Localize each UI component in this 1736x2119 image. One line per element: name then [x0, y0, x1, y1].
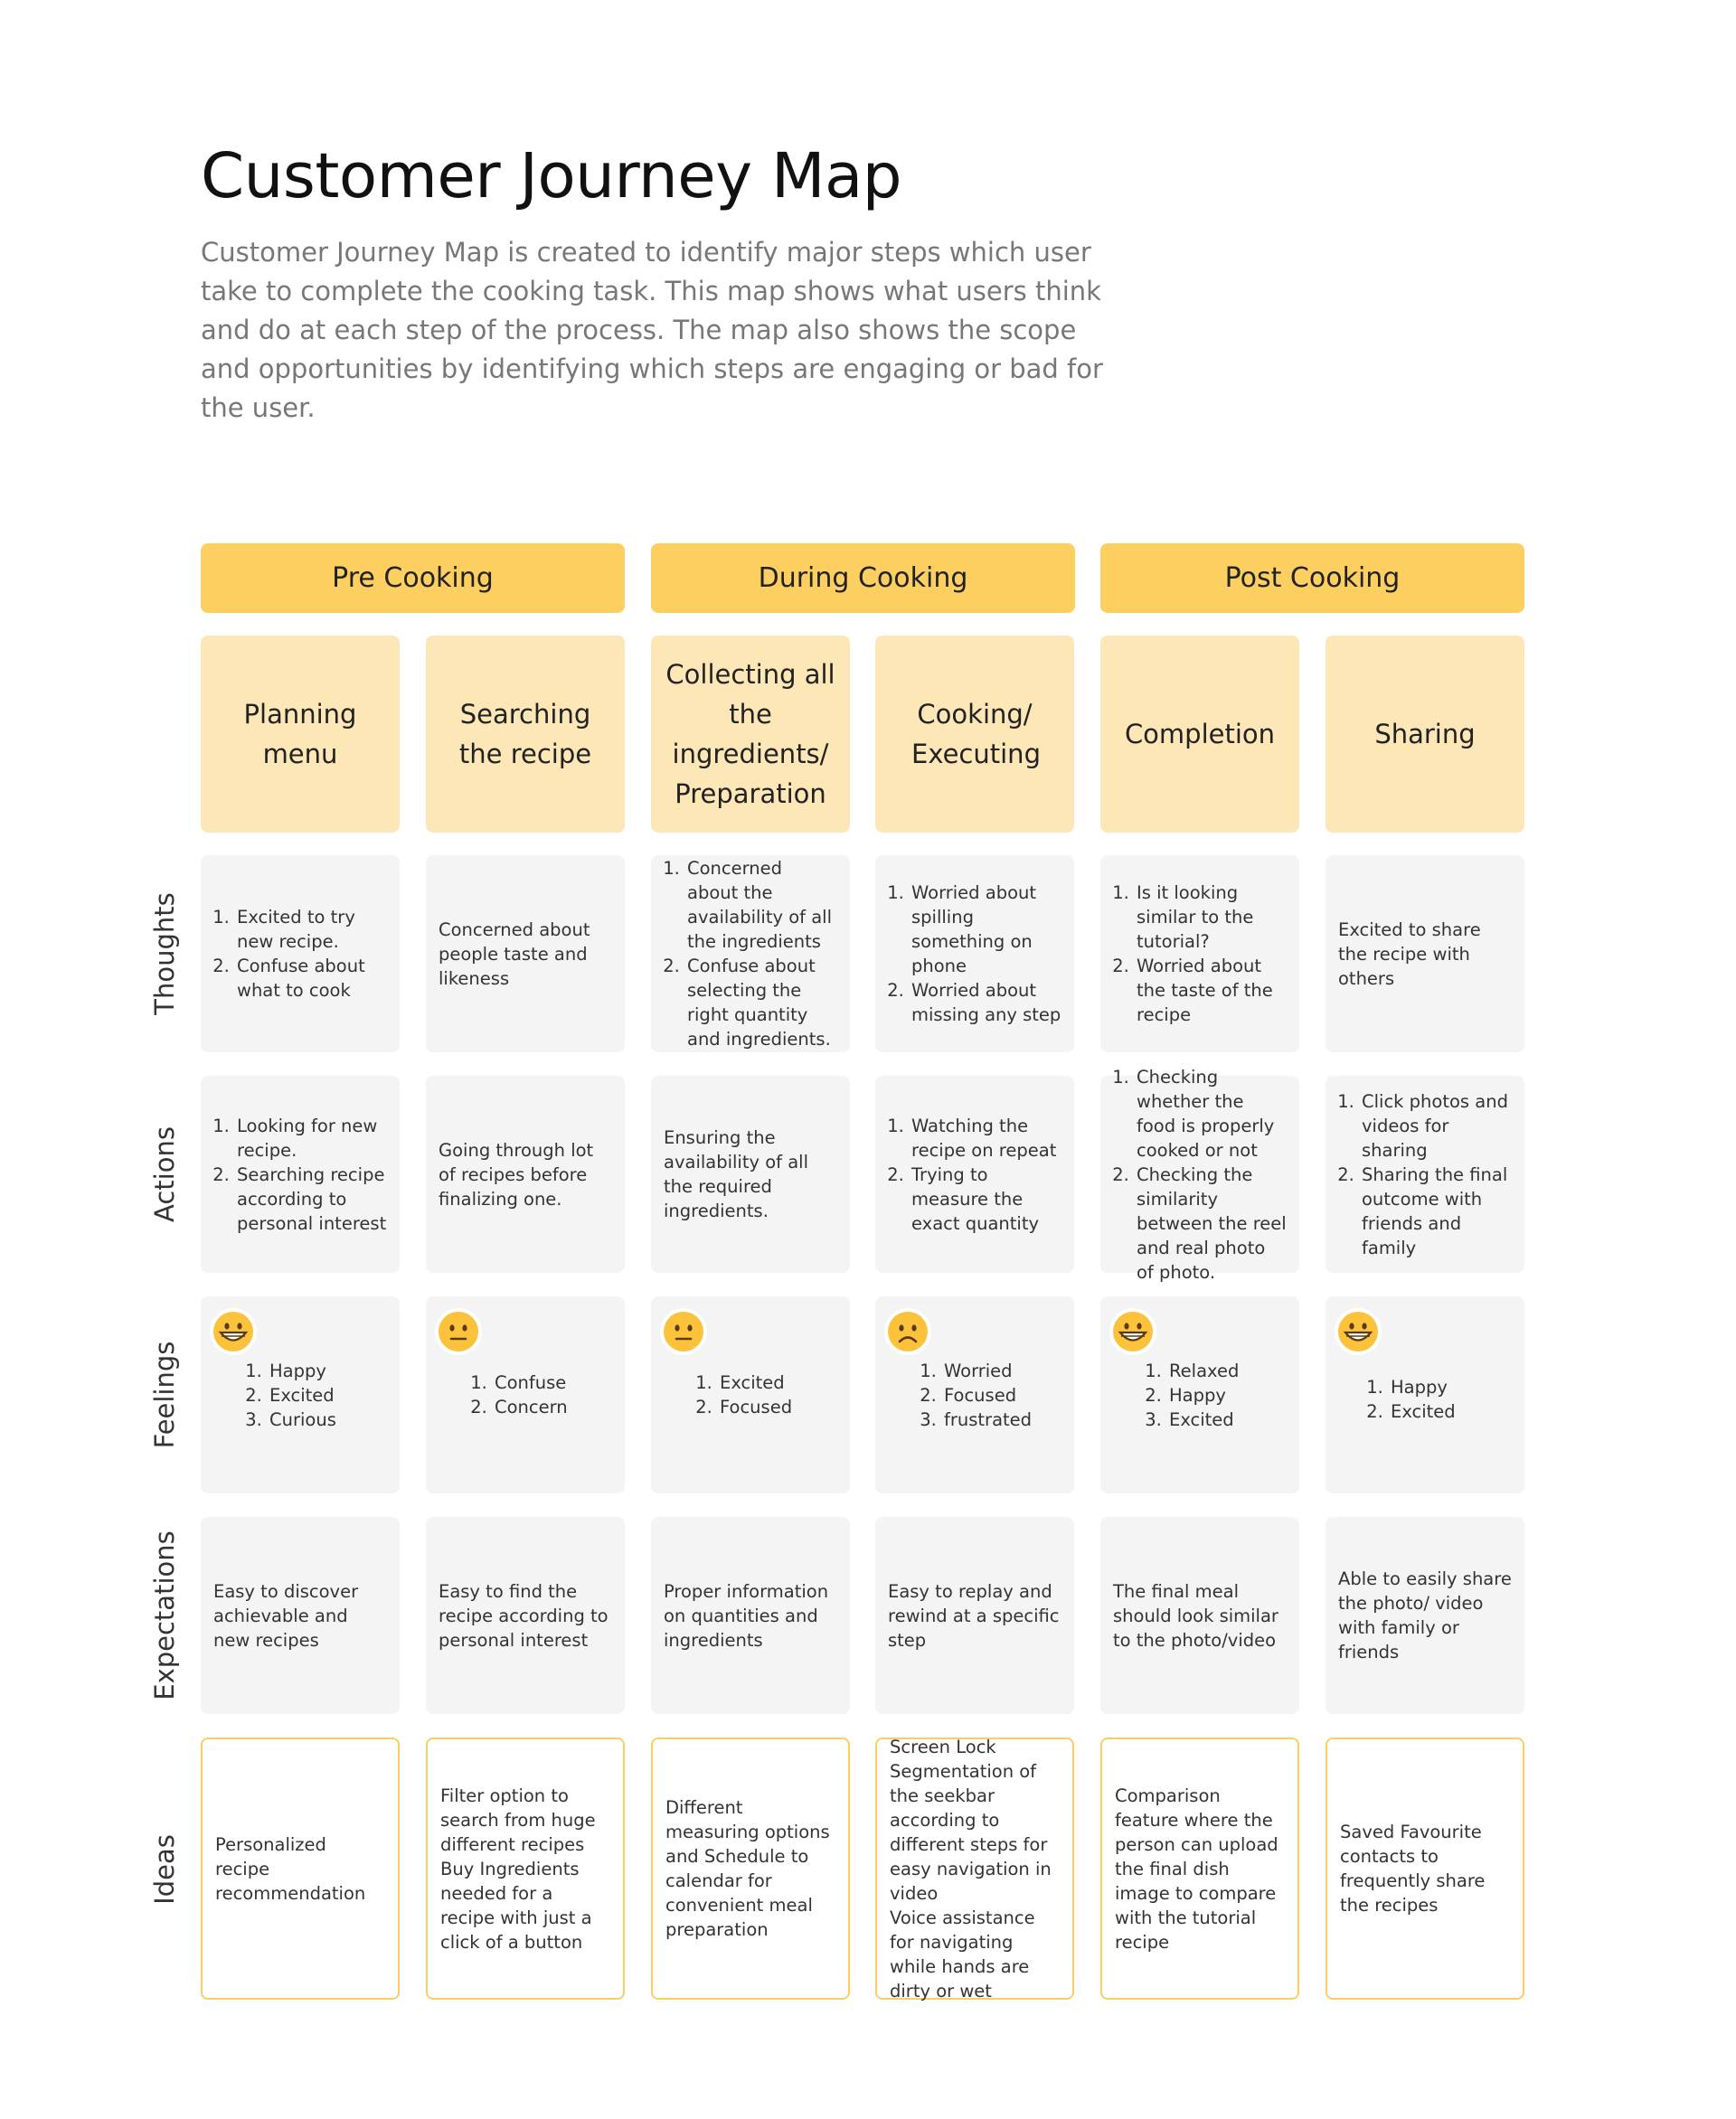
row-label-text: Feelings	[149, 1341, 180, 1449]
expectations-text: Proper information on quantities and ingredients	[664, 1580, 829, 1651]
cell-list	[471, 1370, 568, 1419]
expectations-cell	[426, 1517, 625, 1714]
actions-cell	[651, 1076, 850, 1273]
list-item: 1. Watching the recipe on repeat	[910, 1114, 1061, 1163]
cell-list	[213, 1114, 387, 1236]
list-item: 1. Excited	[718, 1370, 792, 1395]
actions-cell	[426, 1076, 625, 1273]
stage-collecting-ingredients	[651, 636, 850, 833]
list-item: 2. Excited	[268, 1383, 336, 1408]
ideas-cell	[1100, 1738, 1299, 2000]
stage-label: Completion	[1124, 719, 1276, 749]
cell-list	[1367, 1375, 1456, 1424]
row-label-text: Actions	[149, 1126, 180, 1222]
feelings-list-wrap	[439, 1370, 568, 1419]
stage-sharing	[1326, 636, 1524, 833]
list-item: 2. Sharing the final outcome with friends and family	[1360, 1163, 1512, 1260]
ideas-text: Personalized recipe recommendation	[215, 1833, 366, 1904]
phase-pre-cooking: Pre Cooking	[201, 543, 625, 613]
list-item: 1. Confuse	[493, 1370, 568, 1395]
list-item: 1. Concerned about the availability of all the ingredients	[685, 856, 837, 954]
list-item: 2. Excited	[1389, 1399, 1456, 1424]
thoughts-cell	[1100, 855, 1299, 1052]
neutral-face-icon	[660, 1308, 707, 1355]
thoughts-cell	[1326, 855, 1524, 1052]
stage-cooking-executing	[875, 636, 1074, 833]
feelings-list-wrap	[1113, 1359, 1239, 1432]
cell-list	[1338, 1089, 1512, 1260]
row-label-text: Ideas	[149, 1834, 180, 1905]
grinning-face-icon	[1109, 1308, 1156, 1355]
list-item: 2. Confuse about selecting the right quantity and ingredients.	[685, 954, 837, 1051]
list-item: 2. Happy	[1167, 1383, 1239, 1408]
list-item: 3. frustrated	[942, 1408, 1032, 1432]
frowning-face-icon	[884, 1308, 931, 1355]
feelings-cell	[875, 1296, 1074, 1493]
ideas-text: Comparison feature where the person can upload the final dish image to compare with the tutorial recipe	[1115, 1785, 1278, 1953]
ideas-text: Saved Favourite contacts to frequently share the recipes	[1340, 1822, 1486, 1916]
list-item: 2. Confuse about what to cook	[235, 954, 387, 1003]
list-item: 1. Worried	[942, 1359, 1032, 1383]
expectations-cell	[875, 1517, 1074, 1714]
list-item: 3. Excited	[1167, 1408, 1239, 1432]
thoughts-cell	[426, 855, 625, 1052]
expectations-cell	[1100, 1517, 1299, 1714]
row-label-text: Thoughts	[149, 892, 180, 1015]
stage-label: Sharing	[1374, 719, 1476, 749]
ideas-text: Different measuring options and Schedule to calendar for convenient meal preparation	[665, 1797, 830, 1940]
row-label-text: Expectations	[149, 1530, 180, 1700]
thoughts-cell	[875, 855, 1074, 1052]
list-item: 1. Happy	[268, 1359, 336, 1383]
phase-post-cooking: Post Cooking	[1100, 543, 1524, 613]
cell-list	[664, 856, 837, 1051]
feelings-cell	[201, 1296, 400, 1493]
cell-list	[1146, 1359, 1239, 1432]
feelings-cell	[651, 1296, 850, 1493]
feelings-list-wrap	[1338, 1375, 1456, 1424]
expectations-text: Easy to find the recipe according to personal interest	[439, 1580, 609, 1651]
cell-list	[213, 905, 387, 1003]
feelings-list-wrap	[888, 1359, 1032, 1432]
list-item: 1. Worried about spilling something on phone	[910, 881, 1061, 978]
list-item: 1. Relaxed	[1167, 1359, 1239, 1383]
stage-label: Collecting all the ingredients/ Preparation	[665, 659, 835, 809]
ideas-text: Screen Lock Segmentation of the seekbar according to different steps for easy navigation in video Voice assistance for navigating while hands are dirty or wet	[890, 1736, 1052, 2001]
list-item: 2. Worried about missing any step	[910, 978, 1061, 1027]
thoughts-cell	[201, 855, 400, 1052]
list-item: 1. Checking whether the food is properly cooked or not	[1135, 1065, 1287, 1163]
ideas-cell	[1326, 1738, 1524, 2000]
grinning-face-icon	[210, 1308, 257, 1355]
list-item: 2. Focused	[718, 1395, 792, 1419]
ideas-cell	[875, 1738, 1074, 2000]
thoughts-text: Excited to share the recipe with others	[1338, 918, 1481, 989]
neutral-face-icon	[435, 1308, 482, 1355]
feelings-list-wrap	[664, 1370, 792, 1419]
list-item: 2. Searching recipe according to personal interest	[235, 1163, 387, 1236]
cell-list	[246, 1359, 336, 1432]
stage-planning-menu	[201, 636, 400, 833]
list-item: 2. Concern	[493, 1395, 568, 1419]
actions-cell	[875, 1076, 1074, 1273]
actions-cell	[201, 1076, 400, 1273]
list-item: 1. Looking for new recipe.	[235, 1114, 387, 1163]
thoughts-text: Concerned about people taste and likeness	[439, 918, 590, 989]
feelings-cell	[1326, 1296, 1524, 1493]
stage-label: Searching the recipe	[458, 699, 592, 769]
feelings-cell	[426, 1296, 625, 1493]
expectations-cell	[201, 1517, 400, 1714]
actions-cell	[1326, 1076, 1524, 1273]
stage-completion	[1100, 636, 1299, 833]
list-item: 1. Excited to try new recipe.	[235, 905, 387, 954]
grinning-face-icon	[1335, 1308, 1382, 1355]
list-item: 1. Happy	[1389, 1375, 1456, 1399]
feelings-list-wrap	[213, 1359, 336, 1432]
page-description: Customer Journey Map is created to identify major steps which user take to complete the cooking task. This map shows what users think and do at each step of the process. The map also shows the scope and opportunities by identifying which steps are engaging or bad for the user.	[201, 237, 1103, 423]
list-item: 2. Worried about the taste of the recipe	[1135, 954, 1287, 1027]
expectations-text: Easy to replay and rewind at a specific step	[888, 1580, 1060, 1651]
page-title: Customer Journey Map	[201, 140, 902, 212]
expectations-text: The final meal should look similar to the photo/video	[1113, 1580, 1278, 1651]
ideas-cell	[426, 1738, 625, 2000]
list-item: 3. Curious	[268, 1408, 336, 1432]
expectations-text: Easy to discover achievable and new recipes	[213, 1580, 359, 1651]
list-item: 2. Trying to measure the exact quantity	[910, 1163, 1061, 1236]
feelings-cell	[1100, 1296, 1299, 1493]
list-item: 2. Checking the similarity between the reel and real photo of photo.	[1135, 1163, 1287, 1285]
cell-list	[1113, 881, 1287, 1027]
actions-text: Going through lot of recipes before finalizing one.	[439, 1139, 594, 1210]
phase-during-cooking: During Cooking	[651, 543, 1075, 613]
list-item: 2. Focused	[942, 1383, 1032, 1408]
thoughts-cell	[651, 855, 850, 1052]
expectations-cell	[651, 1517, 850, 1714]
actions-cell	[1100, 1066, 1299, 1283]
ideas-cell	[201, 1738, 400, 2000]
stage-label: Cooking/ Executing	[911, 699, 1041, 769]
ideas-cell	[651, 1738, 850, 2000]
stage-searching-recipe	[426, 636, 625, 833]
expectations-cell	[1326, 1517, 1524, 1714]
list-item: 1. Click photos and videos for sharing	[1360, 1089, 1512, 1163]
cell-list	[696, 1370, 792, 1419]
cell-list	[888, 1114, 1061, 1236]
list-item: 1. Is it looking similar to the tutorial?	[1135, 881, 1287, 954]
stage-label: Planning menu	[243, 699, 357, 769]
cell-list	[920, 1359, 1032, 1432]
cell-list	[1113, 1065, 1287, 1285]
expectations-text: Able to easily share the photo/ video with family or friends	[1338, 1568, 1512, 1662]
cell-list	[888, 881, 1061, 1027]
actions-text: Ensuring the availability of all the required ingredients.	[664, 1127, 809, 1221]
ideas-text: Filter option to search from huge different recipes Buy Ingredients needed for a recipe with just a click of a button	[440, 1785, 596, 1953]
